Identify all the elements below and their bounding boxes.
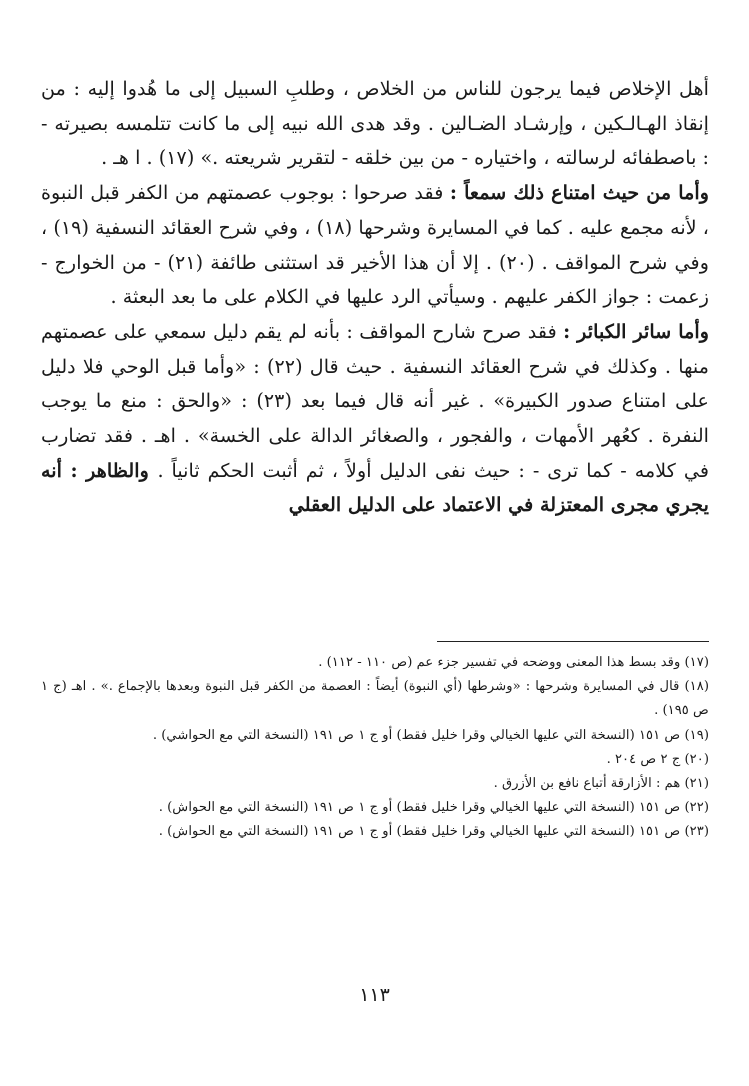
footnote-divider bbox=[437, 641, 709, 642]
main-text-block bbox=[41, 72, 709, 523]
page-number: ١١٣ bbox=[359, 984, 390, 1006]
footnote-18: (١٨) قال في المسايرة وشرحها : «وشرطها (أي النبوة) أيضاً : العصمة من الكفر قبل النبوة وبعدها بالإجماع .» . اهـ (ج ١ ص ١٩٥) . bbox=[41, 679, 709, 719]
paragraph-2-text: فقد صرحوا : بوجوب عصمتهم من الكفر قبل النبوة ، لأنه مجمع عليه . كما في المسايرة وشرحها (١٨) ، وفي شرح العقائد النسفية (١٩) ، وفي شرح المواقف . (٢٠) . إلا أن هذا الأخير قد استثنى طائفة (٢١) - من الخوارج - زعمت : جواز الكفر عليهم . وسيأتي الرد عليها في الكلام على ما بعد البعثة . bbox=[41, 181, 709, 309]
footnote-20: (٢٠) ج ٢ ص ٢٠٤ . bbox=[606, 751, 709, 767]
paragraph-1 bbox=[41, 72, 709, 176]
footnote-23: (٢٣) ص ١٥١ (النسخة التي عليها الخيالي وقرا خليل فقط) أو ج ١ ص ١٩١ (النسخة التي مع الحواش) . bbox=[158, 824, 709, 840]
paragraph-3-conclusion: والظاهر : أنه يجري مجرى المعتزلة في الاعتماد على الدليل العقلي bbox=[41, 458, 709, 517]
paragraph-3 bbox=[41, 315, 709, 523]
paragraph-2 bbox=[41, 176, 709, 315]
footnote-19: (١٩) ص ١٥١ (النسخة التي عليها الخيالي وقرا خليل فقط) أو ج ١ ص ١٩١ (النسخة التي مع الحواشي) . bbox=[152, 727, 709, 743]
footnote-21: (٢١) هم : الأزارقة أتباع نافع بن الأزرق . bbox=[493, 776, 709, 792]
footnote-22: (٢٢) ص ١٥١ (النسخة التي عليها الخيالي وقرا خليل فقط) أو ج ١ ص ١٩١ (النسخة التي مع الحواش) . bbox=[158, 800, 709, 816]
paragraph-3-heading: وأما سائر الكبائر : bbox=[563, 319, 709, 343]
paragraph-3-text: فقد صرح شارح المواقف : بأنه لم يقم دليل سمعي على عصمتهم منها . وكذلك في شرح العقائد النسفية . حيث قال (٢٢) : «وأما قبل الوحي فلا دليل على امتناع صدور الكبيرة» . غير أنه قال فيما بعد (٢٣) : «والحق : منع ما يوجب النفرة . كعُهر الأمهات ، والفجور ، والصغائر الدالة على الخسة» . اهـ . فقد تضارب في كلامه - كما ترى - : حيث نفى الدليل أولاً ، ثم أثبت الحكم ثانياً . bbox=[41, 319, 709, 482]
footnotes-block bbox=[41, 651, 709, 845]
paragraph-2-heading: وأما من حيث امتناع ذلك سمعاً : bbox=[449, 181, 709, 205]
paragraph-1-text: أهل الإخلاص فيما يرجون للناس من الخلاص ، وطلبِ السبيل إلى ما هُدوا إليه : من إنقاذ الهـالـكين ، وإرشـاد الضـالين . وقد هدى الله نبيه إلى ما كانت تتلمسه بصيرته - : باصطفائه لرسالته ، واختياره - من بين خلقه - لتقرير شريعته .» (١٧) . ا هـ . bbox=[41, 77, 709, 170]
footnote-17: (١٧) وقد بسط هذا المعنى ووضحه في تفسير جزء عم (ص ١١٠ - ١١٢) . bbox=[318, 655, 709, 670]
